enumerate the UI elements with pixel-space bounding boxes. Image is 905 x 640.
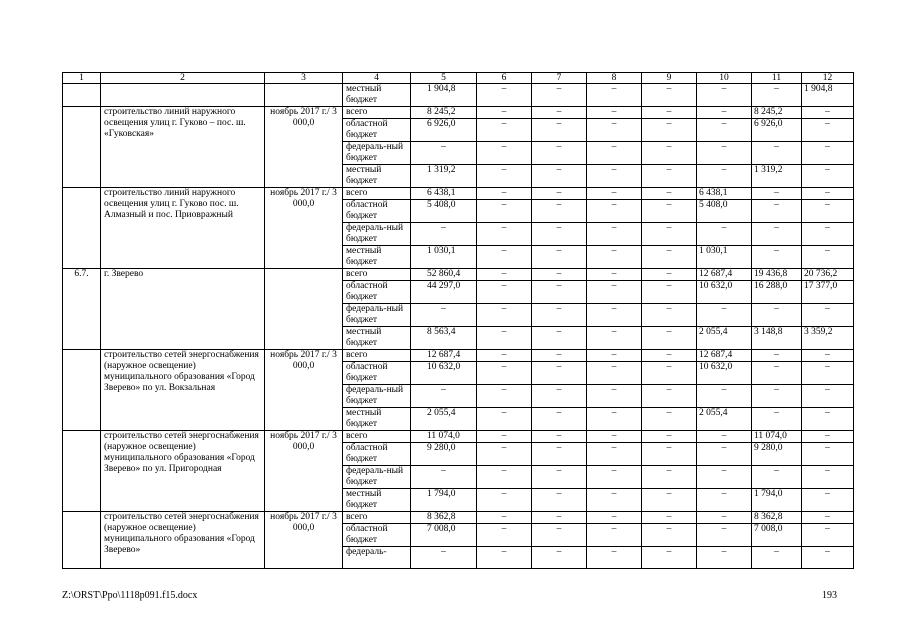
amount-cell: – xyxy=(477,119,532,142)
funding-source: областной бюджет xyxy=(343,200,411,223)
amount-cell: – xyxy=(532,223,587,246)
amount-cell: 8 563,4 xyxy=(411,327,477,350)
amount-cell: 3 148,8 xyxy=(752,327,802,350)
amount-cell: 12 687,4 xyxy=(697,269,752,281)
amount-cell: – xyxy=(642,84,697,107)
item-description xyxy=(101,84,265,107)
amount-cell: – xyxy=(802,304,854,327)
amount-cell: – xyxy=(642,269,697,281)
amount-cell: – xyxy=(532,489,587,512)
amount-cell: – xyxy=(697,489,752,512)
item-number xyxy=(63,431,101,512)
amount-cell: – xyxy=(697,165,752,188)
amount-cell: – xyxy=(587,431,642,443)
amount-cell: – xyxy=(587,327,642,350)
amount-cell: – xyxy=(587,512,642,524)
document-page xyxy=(62,72,854,569)
amount-cell: – xyxy=(587,489,642,512)
amount-cell: – xyxy=(532,188,587,200)
amount-cell: – xyxy=(587,350,642,362)
amount-cell: – xyxy=(532,431,587,443)
amount-cell: – xyxy=(802,119,854,142)
amount-cell: – xyxy=(752,223,802,246)
amount-cell: – xyxy=(411,142,477,165)
amount-cell: 7 008,0 xyxy=(411,524,477,547)
column-number: 2 xyxy=(101,73,265,84)
funding-source: федераль-ный бюджет xyxy=(343,142,411,165)
item-number xyxy=(63,107,101,188)
amount-cell: – xyxy=(477,304,532,327)
amount-cell: – xyxy=(587,304,642,327)
amount-cell: – xyxy=(642,443,697,466)
amount-cell: – xyxy=(477,84,532,107)
item-date-capacity: ноябрь 2017 г./ 3 000,0 xyxy=(265,512,343,569)
item-number xyxy=(63,84,101,107)
amount-cell: – xyxy=(532,304,587,327)
amount-cell: – xyxy=(697,512,752,524)
amount-cell: – xyxy=(532,142,587,165)
funding-source: местный бюджет xyxy=(343,327,411,350)
amount-cell: – xyxy=(411,466,477,489)
amount-cell: – xyxy=(477,443,532,466)
item-date-capacity xyxy=(265,269,343,350)
funding-source: местный бюджет xyxy=(343,84,411,107)
item-number xyxy=(63,350,101,431)
amount-cell: 9 280,0 xyxy=(411,443,477,466)
amount-cell: – xyxy=(587,524,642,547)
amount-cell: – xyxy=(697,84,752,107)
amount-cell: 2 055,4 xyxy=(697,408,752,431)
amount-cell: – xyxy=(587,443,642,466)
item-date-capacity: ноябрь 2017 г./ 3 000,0 xyxy=(265,350,343,431)
amount-cell: – xyxy=(532,547,587,569)
amount-cell: – xyxy=(587,385,642,408)
amount-cell: – xyxy=(587,142,642,165)
amount-cell: – xyxy=(642,524,697,547)
amount-cell: – xyxy=(752,304,802,327)
amount-cell: – xyxy=(802,107,854,119)
amount-cell: 12 687,4 xyxy=(697,350,752,362)
amount-cell: 8 245,2 xyxy=(752,107,802,119)
amount-cell: – xyxy=(532,408,587,431)
funding-source: федераль-ный бюджет xyxy=(343,223,411,246)
amount-cell: – xyxy=(477,281,532,304)
amount-cell: – xyxy=(411,223,477,246)
amount-cell: – xyxy=(802,431,854,443)
amount-cell: – xyxy=(587,246,642,269)
amount-cell: – xyxy=(642,142,697,165)
amount-cell: – xyxy=(752,466,802,489)
amount-cell: 1 319,2 xyxy=(411,165,477,188)
amount-cell: – xyxy=(477,547,532,569)
column-number: 12 xyxy=(802,73,854,84)
funding-source: федераль-ный бюджет xyxy=(343,466,411,489)
amount-cell: 8 362,8 xyxy=(411,512,477,524)
amount-cell: – xyxy=(697,385,752,408)
amount-cell: – xyxy=(532,119,587,142)
amount-cell: 2 055,4 xyxy=(697,327,752,350)
amount-cell: 10 632,0 xyxy=(411,362,477,385)
amount-cell: – xyxy=(532,466,587,489)
item-description: строительство сетей энергоснабжения (наружное освещение) муниципального образования «Город Зверево» по ул. Вокзальная xyxy=(101,350,265,431)
amount-cell: – xyxy=(587,269,642,281)
amount-cell: – xyxy=(532,362,587,385)
amount-cell: – xyxy=(697,107,752,119)
amount-cell: – xyxy=(532,246,587,269)
item-date-capacity: ноябрь 2017 г./ 3 000,0 xyxy=(265,188,343,269)
amount-cell: – xyxy=(642,431,697,443)
funding-source: областной бюджет xyxy=(343,281,411,304)
amount-cell: 8 245,2 xyxy=(411,107,477,119)
amount-cell: – xyxy=(697,524,752,547)
amount-cell: – xyxy=(752,350,802,362)
column-number: 6 xyxy=(477,73,532,84)
item-date-capacity xyxy=(265,84,343,107)
item-number xyxy=(63,188,101,269)
column-number: 4 xyxy=(343,73,411,84)
amount-cell: – xyxy=(802,165,854,188)
amount-cell: – xyxy=(802,466,854,489)
amount-cell: – xyxy=(532,107,587,119)
amount-cell: 9 280,0 xyxy=(752,443,802,466)
amount-cell: – xyxy=(587,119,642,142)
amount-cell: 5 408,0 xyxy=(411,200,477,223)
column-number: 1 xyxy=(63,73,101,84)
amount-cell: – xyxy=(532,200,587,223)
funding-source: всего xyxy=(343,350,411,362)
amount-cell: – xyxy=(802,489,854,512)
amount-cell: – xyxy=(802,524,854,547)
amount-cell: 1 794,0 xyxy=(411,489,477,512)
item-description: строительство линий наружного освещения улиц г. Гуково – пос. ш. «Гуковская» xyxy=(101,107,265,188)
amount-cell: – xyxy=(752,362,802,385)
amount-cell: – xyxy=(411,304,477,327)
funding-source: всего xyxy=(343,107,411,119)
amount-cell: – xyxy=(642,489,697,512)
item-description: г. Зверево xyxy=(101,269,265,350)
column-number: 8 xyxy=(587,73,642,84)
item-number: 6.7. xyxy=(63,269,101,350)
amount-cell: – xyxy=(477,188,532,200)
funding-source: всего xyxy=(343,188,411,200)
amount-cell: – xyxy=(697,547,752,569)
funding-source: областной бюджет xyxy=(343,524,411,547)
table-row xyxy=(63,107,854,119)
amount-cell: – xyxy=(752,246,802,269)
amount-cell: – xyxy=(587,223,642,246)
amount-cell: 6 438,1 xyxy=(697,188,752,200)
column-number: 11 xyxy=(752,73,802,84)
amount-cell: – xyxy=(642,350,697,362)
amount-cell: – xyxy=(477,524,532,547)
column-number: 9 xyxy=(642,73,697,84)
amount-cell: – xyxy=(802,200,854,223)
amount-cell: – xyxy=(697,119,752,142)
amount-cell: – xyxy=(642,188,697,200)
amount-cell: – xyxy=(642,385,697,408)
amount-cell: – xyxy=(477,489,532,512)
amount-cell: 11 074,0 xyxy=(411,431,477,443)
amount-cell: – xyxy=(642,547,697,569)
funding-source: областной бюджет xyxy=(343,119,411,142)
funding-source: федераль-ный бюджет xyxy=(343,385,411,408)
funding-source: федераль-ный бюджет xyxy=(343,304,411,327)
amount-cell: – xyxy=(477,107,532,119)
column-number: 7 xyxy=(532,73,587,84)
amount-cell: – xyxy=(477,223,532,246)
amount-cell: 16 288,0 xyxy=(752,281,802,304)
amount-cell: 12 687,4 xyxy=(411,350,477,362)
amount-cell: – xyxy=(802,512,854,524)
amount-cell: – xyxy=(587,281,642,304)
funding-source: всего xyxy=(343,512,411,524)
amount-cell: – xyxy=(697,142,752,165)
funding-source: всего xyxy=(343,269,411,281)
amount-cell: 6 926,0 xyxy=(752,119,802,142)
item-description: строительство сетей энергоснабжения (наружное освещение) муниципального образования «Город Зверево» xyxy=(101,512,265,569)
amount-cell: – xyxy=(752,200,802,223)
amount-cell: – xyxy=(642,327,697,350)
amount-cell: – xyxy=(477,350,532,362)
amount-cell: – xyxy=(477,269,532,281)
amount-cell: – xyxy=(477,512,532,524)
amount-cell: 1 319,2 xyxy=(752,165,802,188)
amount-cell: – xyxy=(532,281,587,304)
amount-cell: – xyxy=(587,188,642,200)
amount-cell: 5 408,0 xyxy=(697,200,752,223)
amount-cell: 17 377,0 xyxy=(802,281,854,304)
amount-cell: – xyxy=(532,327,587,350)
amount-cell: – xyxy=(477,408,532,431)
amount-cell: – xyxy=(587,200,642,223)
amount-cell: – xyxy=(802,350,854,362)
funding-source: местный бюджет xyxy=(343,408,411,431)
table-row xyxy=(63,431,854,443)
amount-cell: – xyxy=(802,408,854,431)
amount-cell: 6 438,1 xyxy=(411,188,477,200)
amount-cell: 8 362,8 xyxy=(752,512,802,524)
amount-cell: – xyxy=(642,165,697,188)
amount-cell: 1 030,1 xyxy=(697,246,752,269)
amount-cell: – xyxy=(642,107,697,119)
amount-cell: 19 436,8 xyxy=(752,269,802,281)
funding-source: местный бюджет xyxy=(343,165,411,188)
amount-cell: – xyxy=(642,408,697,431)
amount-cell: – xyxy=(802,246,854,269)
amount-cell: – xyxy=(642,362,697,385)
amount-cell: – xyxy=(642,246,697,269)
amount-cell: – xyxy=(802,188,854,200)
amount-cell: – xyxy=(477,165,532,188)
page-number: 193 xyxy=(822,590,837,601)
amount-cell: – xyxy=(411,385,477,408)
amount-cell: 3 359,2 xyxy=(802,327,854,350)
amount-cell: – xyxy=(802,223,854,246)
funding-source: всего xyxy=(343,431,411,443)
table-row xyxy=(63,350,854,362)
amount-cell: – xyxy=(477,246,532,269)
amount-cell: – xyxy=(642,200,697,223)
amount-cell: – xyxy=(477,327,532,350)
amount-cell: – xyxy=(752,408,802,431)
table-header xyxy=(63,73,854,84)
amount-cell: – xyxy=(697,223,752,246)
item-description: строительство линий наружного освещения улиц г. Гуково пос. ш. Алмазный и пос. Приовражный xyxy=(101,188,265,269)
amount-cell: 2 055,4 xyxy=(411,408,477,431)
amount-cell: 10 632,0 xyxy=(697,362,752,385)
amount-cell: – xyxy=(697,443,752,466)
amount-cell: – xyxy=(532,165,587,188)
amount-cell: 1 904,8 xyxy=(802,84,854,107)
amount-cell: – xyxy=(752,547,802,569)
amount-cell: – xyxy=(532,84,587,107)
file-path: Z:\ORST\Ppo\1118p091.f15.docx xyxy=(62,590,198,601)
amount-cell: – xyxy=(697,466,752,489)
amount-cell: – xyxy=(752,84,802,107)
amount-cell: 11 074,0 xyxy=(752,431,802,443)
amount-cell: – xyxy=(587,84,642,107)
amount-cell: – xyxy=(752,385,802,408)
amount-cell: – xyxy=(587,107,642,119)
amount-cell: 52 860,4 xyxy=(411,269,477,281)
amount-cell: – xyxy=(587,165,642,188)
amount-cell: 7 008,0 xyxy=(752,524,802,547)
amount-cell: – xyxy=(411,547,477,569)
item-description: строительство сетей энергоснабжения (наружное освещение) муниципального образования «Город Зверево» по ул. Пригородная xyxy=(101,431,265,512)
funding-source: местный бюджет xyxy=(343,246,411,269)
column-number: 5 xyxy=(411,73,477,84)
amount-cell: 10 632,0 xyxy=(697,281,752,304)
amount-cell: – xyxy=(532,524,587,547)
amount-cell: – xyxy=(532,350,587,362)
amount-cell: – xyxy=(477,385,532,408)
amount-cell: – xyxy=(802,385,854,408)
column-number: 10 xyxy=(697,73,752,84)
amount-cell: – xyxy=(477,362,532,385)
amount-cell: – xyxy=(477,431,532,443)
amount-cell: 6 926,0 xyxy=(411,119,477,142)
amount-cell: – xyxy=(642,512,697,524)
funding-source: областной бюджет xyxy=(343,443,411,466)
funding-source: областной бюджет xyxy=(343,362,411,385)
amount-cell: – xyxy=(802,362,854,385)
amount-cell: – xyxy=(587,362,642,385)
item-number xyxy=(63,512,101,569)
budget-table xyxy=(62,72,854,569)
amount-cell: – xyxy=(642,281,697,304)
amount-cell: 1 794,0 xyxy=(752,489,802,512)
amount-cell: 1 904,8 xyxy=(411,84,477,107)
item-date-capacity: ноябрь 2017 г./ 3 000,0 xyxy=(265,107,343,188)
amount-cell: – xyxy=(642,466,697,489)
table-row xyxy=(63,512,854,524)
amount-cell: – xyxy=(587,466,642,489)
table-row xyxy=(63,269,854,281)
item-date-capacity: ноябрь 2017 г./ 3 000,0 xyxy=(265,431,343,512)
amount-cell: – xyxy=(587,547,642,569)
amount-cell: – xyxy=(642,119,697,142)
table-body xyxy=(63,84,854,569)
amount-cell: – xyxy=(477,142,532,165)
table-row xyxy=(63,188,854,200)
amount-cell: – xyxy=(802,547,854,569)
amount-cell: – xyxy=(532,512,587,524)
amount-cell: – xyxy=(802,443,854,466)
column-number: 3 xyxy=(265,73,343,84)
amount-cell: – xyxy=(697,431,752,443)
amount-cell: – xyxy=(587,408,642,431)
table-row xyxy=(63,84,854,107)
amount-cell: – xyxy=(642,223,697,246)
amount-cell: – xyxy=(752,188,802,200)
amount-cell: – xyxy=(477,466,532,489)
amount-cell: – xyxy=(697,304,752,327)
amount-cell: 20 736,2 xyxy=(802,269,854,281)
amount-cell: – xyxy=(802,142,854,165)
amount-cell: – xyxy=(477,200,532,223)
funding-source: федераль- xyxy=(343,547,411,569)
amount-cell: – xyxy=(532,269,587,281)
amount-cell: – xyxy=(532,385,587,408)
amount-cell: 1 030,1 xyxy=(411,246,477,269)
amount-cell: 44 297,0 xyxy=(411,281,477,304)
funding-source: местный бюджет xyxy=(343,489,411,512)
amount-cell: – xyxy=(752,142,802,165)
amount-cell: – xyxy=(532,443,587,466)
amount-cell: – xyxy=(642,304,697,327)
